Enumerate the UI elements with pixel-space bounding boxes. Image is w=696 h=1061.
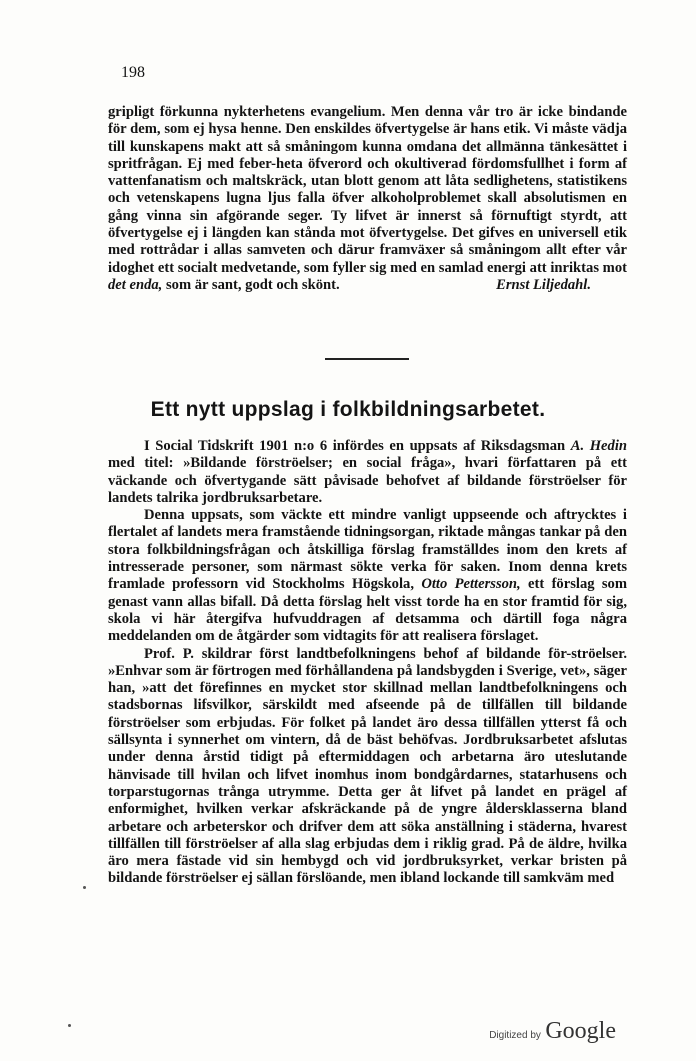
article-body (108, 438, 627, 888)
p2-professor-name: Otto Pettersson, (421, 576, 521, 593)
margin-speck (83, 886, 86, 889)
closing-text: gripligt förkunna nykterhetens evangelium. Men denna vår tro är icke bindande för dem, som ej hysa henne. Den enskildes öfvertygelse är hans etik. Vi måste vädja till kunskapens makt att så småningom kunna omdana det allmänna tänkesättet i spritfrågan. Ej med feber-heta öfverord och okultiverad fördomsfullhet i form af vattenfanatism och maltskräck, utan blott genom att låta sedlighetens, statistikens och vetenskapens lugna ljus falla öfver alkoholproblemet skall absolutismen en gång vinna sin afgörande seger. Ty lifvet är innerst så förnuftigt styrdt, att öfvertygelse ej i längden kan stånda mot öfvertygelse. Det gifves en universell etik med rottrådar i allas samveten och därur framväxer så småningom allt efter vår idoghet ett socialt medvetande, som fyller sig med en samlad energi att inriktas mot (108, 104, 627, 276)
closing-paragraph (108, 104, 627, 294)
digitized-watermark (489, 1018, 616, 1045)
p2-text-a: Denna uppsats, som väckte ett mindre vanligt uppseende och aftrycktes i flertalet af landets mera framstående tidningsorgan, riktade mångas tankar på den stora folkbildningsfrågan och åtskilliga förslag framställdes inom den krets af intresserade personer, som närmast sökte verka för saken. Inom denna krets framlade professorn vid Stockholms Högskola, (108, 507, 627, 593)
p1-text-b: med titel: »Bildande förströelser; en social fråga», hvari författaren på ett väckande och öfvertygande sätt påvisade behofvet af bildande förströelser för landets talrika jordbruksarbetare. (108, 455, 627, 506)
closing-tail: som är sant, godt och skönt. (162, 276, 340, 293)
section-divider (325, 358, 409, 360)
article-paragraph-2 (108, 507, 627, 645)
margin-speck (68, 1024, 71, 1027)
author-signature: Ernst Liljedahl. (496, 276, 591, 293)
article-paragraph-3: Prof. P. skildrar först landtbefolkningens behof af bildande för-ströelser. »Enhvar som är förtrogen med förhållandena på landsbygden i Sverige, vet», säger han, »att det förefinnes en mycket stor skillnad mellan landtbefolkningens och stadsbornas lifsvilkor, särskildt med afseende på de tillfällen till bildande förströelser som erbjudas. För folket på landet äro dessa tillfällen ytterst få och sällsynta i synnerhet om vintern, då de bäst behöfvas. Jordbruksarbetet afslutas under denna årstid tidigt på eftermiddagen och arbetarna äro uteslutande hänvisade till hvilan och lifvet inomhus inom bondgårdarnes, statarhusens och torparstugornas trånga utrymme. Detta ger åt lifvet på landet en prägel af enformighet, hvilken verkar afskräckande på de yngre åldersklasserna bland arbetare och arbeterskor och drifver dem att söka anställning i städerna, hvarest tillfällen till förströelser af alla slag erbjudas dem i riklig grad. På de äldre, hvilka äro mera fästade vid sin hembygd och vid jordbruksyrket, verkar bristen på bildande förströelser ej sällan förslöande, men ibland lockande till samkväm med (108, 645, 627, 887)
page-number: 198 (121, 64, 145, 81)
closing-emphasis: det enda, (108, 276, 163, 293)
google-logo: Google (545, 1018, 616, 1044)
article-title: Ett nytt uppslag i folkbildningsarbetet. (150, 398, 546, 421)
p1-author-name: A. Hedin (570, 438, 627, 454)
article-paragraph-1 (108, 438, 627, 507)
p1-text-a: I Social Tidskrift 1901 n:o 6 infördes en uppsats af Riksdagsman (144, 438, 571, 454)
p2-text-b: ett förslag som genast vann allas bifall. Då detta förslag helt visst torde ha en stor framtid för sig, skola vi här återgifva hufvuddragen af detsamma och därtill foga några meddelanden om de åtgärder som vidtagits för att realisera förslaget. (108, 576, 628, 645)
watermark-prefix: Digitized by (489, 1030, 541, 1041)
